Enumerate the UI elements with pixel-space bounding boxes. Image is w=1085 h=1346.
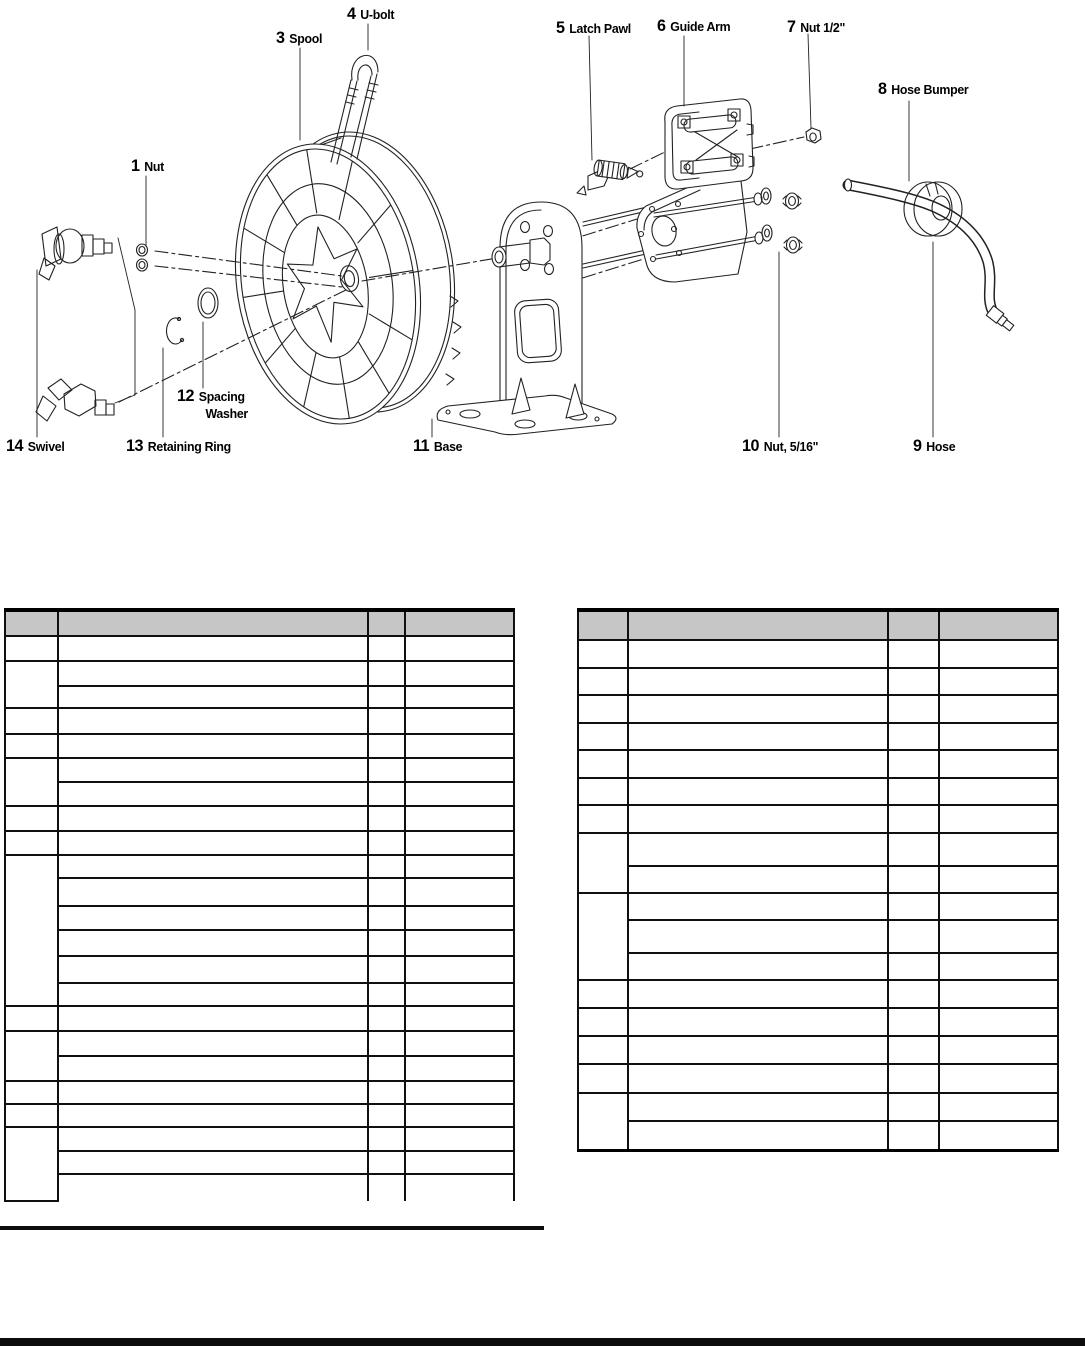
table-row <box>5 1151 514 1174</box>
table-cell <box>405 708 514 734</box>
part-label-guide-arm: 6 Guide Arm <box>657 16 731 35</box>
table-cell <box>58 906 368 930</box>
table-cell <box>368 806 405 831</box>
table-cell <box>628 1036 888 1064</box>
table-row <box>5 855 514 878</box>
table-row <box>5 758 514 782</box>
table-cell <box>368 758 405 782</box>
table-cell <box>405 1104 514 1127</box>
table-cell <box>405 1174 514 1201</box>
header-cell <box>5 610 58 636</box>
item-number-cell <box>578 723 628 750</box>
header-cell <box>628 610 888 640</box>
table-row <box>5 1031 514 1056</box>
table-cell <box>58 1006 368 1031</box>
table-cell <box>368 1056 405 1081</box>
table-cell <box>368 734 405 758</box>
table-cell <box>58 1174 368 1201</box>
table-cell <box>368 930 405 956</box>
table-row <box>578 640 1058 668</box>
table-row <box>5 1127 514 1151</box>
table-cell <box>368 855 405 878</box>
swivel-illustration <box>36 227 135 421</box>
item-number-cell <box>5 734 58 758</box>
parts-list-table-left <box>4 608 515 1202</box>
table-cell <box>405 686 514 708</box>
item-number-cell <box>578 1036 628 1064</box>
table-cell <box>628 723 888 750</box>
table-cell <box>58 686 368 708</box>
table-cell <box>58 1056 368 1081</box>
spacing-washer-illustration <box>198 288 218 318</box>
table-cell <box>405 1006 514 1031</box>
table-cell <box>939 1036 1058 1064</box>
table-cell <box>58 661 368 686</box>
table-cell <box>368 1031 405 1056</box>
table-cell <box>628 1008 888 1036</box>
table-row <box>5 1104 514 1127</box>
table-cell <box>405 661 514 686</box>
table-cell <box>939 1064 1058 1093</box>
label-leader-lines <box>37 24 933 437</box>
spool-illustration <box>216 119 474 438</box>
table-row <box>578 1064 1058 1093</box>
retaining-ring-illustration <box>167 317 184 344</box>
table-cell <box>58 1127 368 1151</box>
header-cell <box>888 610 939 640</box>
item-number-cell <box>5 1127 58 1201</box>
table-cell <box>368 1081 405 1104</box>
header-cell <box>405 610 514 636</box>
part-label-base: 11 Base <box>413 436 463 455</box>
table-row <box>5 708 514 734</box>
item-number-cell <box>578 1064 628 1093</box>
page-bottom-bar <box>0 1338 1085 1346</box>
part-label-nut-5-16: 10 Nut, 5/16" <box>742 436 819 455</box>
table-cell <box>58 1031 368 1056</box>
item-number-cell <box>5 636 58 661</box>
item-number-cell <box>5 758 58 806</box>
table-cell <box>405 1056 514 1081</box>
table-cell <box>939 893 1058 920</box>
table-cell <box>628 833 888 866</box>
item-number-cell <box>5 708 58 734</box>
table-cell <box>405 636 514 661</box>
table-cell <box>405 983 514 1006</box>
exploded-parts-diagram <box>0 0 1085 470</box>
table-cell <box>939 1093 1058 1121</box>
table-row <box>578 1121 1058 1150</box>
table-cell <box>368 1151 405 1174</box>
table-cell <box>628 953 888 980</box>
table-cell <box>405 734 514 758</box>
table-row <box>578 980 1058 1008</box>
item-number-cell <box>578 1093 628 1150</box>
table-cell <box>58 782 368 806</box>
table-cell <box>939 695 1058 723</box>
item-number-cell <box>5 806 58 831</box>
table-row <box>5 831 514 855</box>
table-cell <box>58 983 368 1006</box>
table-cell <box>405 758 514 782</box>
table-cell <box>888 1093 939 1121</box>
header-cell <box>58 610 368 636</box>
table-cell <box>368 636 405 661</box>
table-cell <box>405 956 514 983</box>
table-cell <box>628 778 888 805</box>
item-number-cell <box>578 893 628 980</box>
table-cell <box>888 668 939 695</box>
table-row <box>5 806 514 831</box>
item-number-cell <box>578 750 628 778</box>
table-row <box>5 983 514 1006</box>
table-cell <box>405 1151 514 1174</box>
table-cell <box>888 893 939 920</box>
part-label-spacing-washer: 12 Spacing Washer <box>177 386 248 421</box>
table-row <box>5 1006 514 1031</box>
item-number-cell <box>578 980 628 1008</box>
item-number-cell <box>578 805 628 833</box>
table-cell <box>888 833 939 866</box>
table-row <box>5 661 514 686</box>
table-cell <box>58 708 368 734</box>
table-row <box>5 956 514 983</box>
table-cell <box>888 1008 939 1036</box>
table-cell <box>628 920 888 953</box>
table-row <box>5 782 514 806</box>
table-row <box>578 1036 1058 1064</box>
table-cell <box>888 750 939 778</box>
item-number-cell <box>578 778 628 805</box>
table-row <box>5 1174 514 1201</box>
item-number-cell <box>578 668 628 695</box>
table-row <box>578 805 1058 833</box>
nut-1-illustration <box>137 244 148 271</box>
table-row <box>578 695 1058 723</box>
table-cell <box>628 640 888 668</box>
table-cell <box>939 640 1058 668</box>
part-label-hose: 9 Hose <box>913 436 956 455</box>
table-cell <box>405 1127 514 1151</box>
item-number-cell <box>5 1081 58 1104</box>
table-cell <box>628 1121 888 1150</box>
table-cell <box>58 1104 368 1127</box>
table-cell <box>368 1006 405 1031</box>
table-cell <box>888 723 939 750</box>
table-cell <box>405 806 514 831</box>
table-row <box>5 636 514 661</box>
item-number-cell <box>578 695 628 723</box>
table-row <box>5 1081 514 1104</box>
latch-pawl-illustration <box>577 160 644 195</box>
part-label-swivel: 14 Swivel <box>6 436 65 455</box>
table-cell <box>628 750 888 778</box>
table-cell <box>58 636 368 661</box>
item-number-cell <box>5 1006 58 1031</box>
table-row <box>578 953 1058 980</box>
table-cell <box>628 980 888 1008</box>
item-number-cell <box>578 640 628 668</box>
table-cell <box>368 956 405 983</box>
table-cell <box>939 833 1058 866</box>
table-cell <box>58 878 368 906</box>
table-cell <box>405 930 514 956</box>
table-cell <box>58 1151 368 1174</box>
table-cell <box>405 1031 514 1056</box>
table-cell <box>368 782 405 806</box>
table-cell <box>405 878 514 906</box>
part-label-nut-half-inch: 7 Nut 1/2" <box>787 17 846 36</box>
table-cell <box>888 866 939 893</box>
table-row <box>578 778 1058 805</box>
table-cell <box>939 1008 1058 1036</box>
table-cell <box>628 668 888 695</box>
table-row <box>578 866 1058 893</box>
table-cell <box>368 708 405 734</box>
item-number-cell <box>5 661 58 708</box>
table-cell <box>368 983 405 1006</box>
table-cell <box>368 1127 405 1151</box>
table-row <box>578 920 1058 953</box>
table-cell <box>368 906 405 930</box>
table-cell <box>939 668 1058 695</box>
table-cell <box>405 1081 514 1104</box>
table-cell <box>888 953 939 980</box>
header-cell <box>368 610 405 636</box>
table-cell <box>405 906 514 930</box>
hose-illustration <box>845 179 1016 332</box>
part-label-u-bolt: 4 U-bolt <box>347 4 395 23</box>
item-number-cell <box>5 1104 58 1127</box>
part-label-retaining-ring: 13 Retaining Ring <box>126 436 231 455</box>
part-label-nut: 1 Nut <box>131 156 164 175</box>
table-cell <box>888 1121 939 1150</box>
table-cell <box>939 750 1058 778</box>
table-cell <box>368 1174 405 1201</box>
base-illustration <box>437 202 616 435</box>
item-number-cell <box>578 833 628 893</box>
header-cell <box>578 610 628 640</box>
table-cell <box>368 878 405 906</box>
item-number-cell <box>578 1008 628 1036</box>
table-cell <box>628 1093 888 1121</box>
table-cell <box>58 855 368 878</box>
table-cell <box>368 661 405 686</box>
table-cell <box>939 805 1058 833</box>
table-cell <box>888 1064 939 1093</box>
table-row <box>5 906 514 930</box>
table-cell <box>939 866 1058 893</box>
table-row <box>578 833 1058 866</box>
table-cell <box>628 893 888 920</box>
table-cell <box>58 930 368 956</box>
table-row <box>578 1093 1058 1121</box>
table-cell <box>888 920 939 953</box>
table-row <box>5 734 514 758</box>
table-cell <box>628 695 888 723</box>
table-row <box>578 1008 1058 1036</box>
header-cell <box>939 610 1058 640</box>
guide-arm-illustration <box>637 99 754 282</box>
parts-diagram-drawing <box>0 0 1085 470</box>
table-cell <box>888 980 939 1008</box>
table-cell <box>58 831 368 855</box>
table-row <box>578 723 1058 750</box>
table-row <box>5 878 514 906</box>
table-cell <box>58 956 368 983</box>
table-cell <box>58 806 368 831</box>
parts-list-table-right <box>577 608 1059 1152</box>
table-row <box>578 893 1058 920</box>
table-cell <box>888 778 939 805</box>
table-cell <box>888 640 939 668</box>
table-cell <box>368 1104 405 1127</box>
item-number-cell <box>5 1031 58 1081</box>
table-row <box>578 668 1058 695</box>
table-cell <box>405 831 514 855</box>
footnote-rule <box>0 1226 544 1230</box>
table-row <box>5 930 514 956</box>
table-cell <box>628 1064 888 1093</box>
table-cell <box>368 686 405 708</box>
table-cell <box>405 855 514 878</box>
table-cell <box>888 805 939 833</box>
table-cell <box>58 758 368 782</box>
table-cell <box>58 1081 368 1104</box>
table-cell <box>368 831 405 855</box>
table-row <box>5 686 514 708</box>
part-label-latch-pawl: 5 Latch Pawl <box>556 18 631 37</box>
item-number-cell <box>5 831 58 855</box>
table-cell <box>628 866 888 893</box>
table-cell <box>628 805 888 833</box>
part-label-hose-bumper: 8 Hose Bumper <box>878 79 969 98</box>
table-cell <box>939 920 1058 953</box>
table-cell <box>888 1036 939 1064</box>
table-cell <box>939 778 1058 805</box>
table-cell <box>888 695 939 723</box>
table-cell <box>58 734 368 758</box>
table-cell <box>939 1121 1058 1150</box>
part-label-spool: 3 Spool <box>276 28 323 47</box>
table-cell <box>939 953 1058 980</box>
table-row <box>5 1056 514 1081</box>
item-number-cell <box>5 855 58 1006</box>
table-cell <box>939 723 1058 750</box>
table-cell <box>939 980 1058 1008</box>
table-row <box>578 750 1058 778</box>
table-cell <box>405 782 514 806</box>
